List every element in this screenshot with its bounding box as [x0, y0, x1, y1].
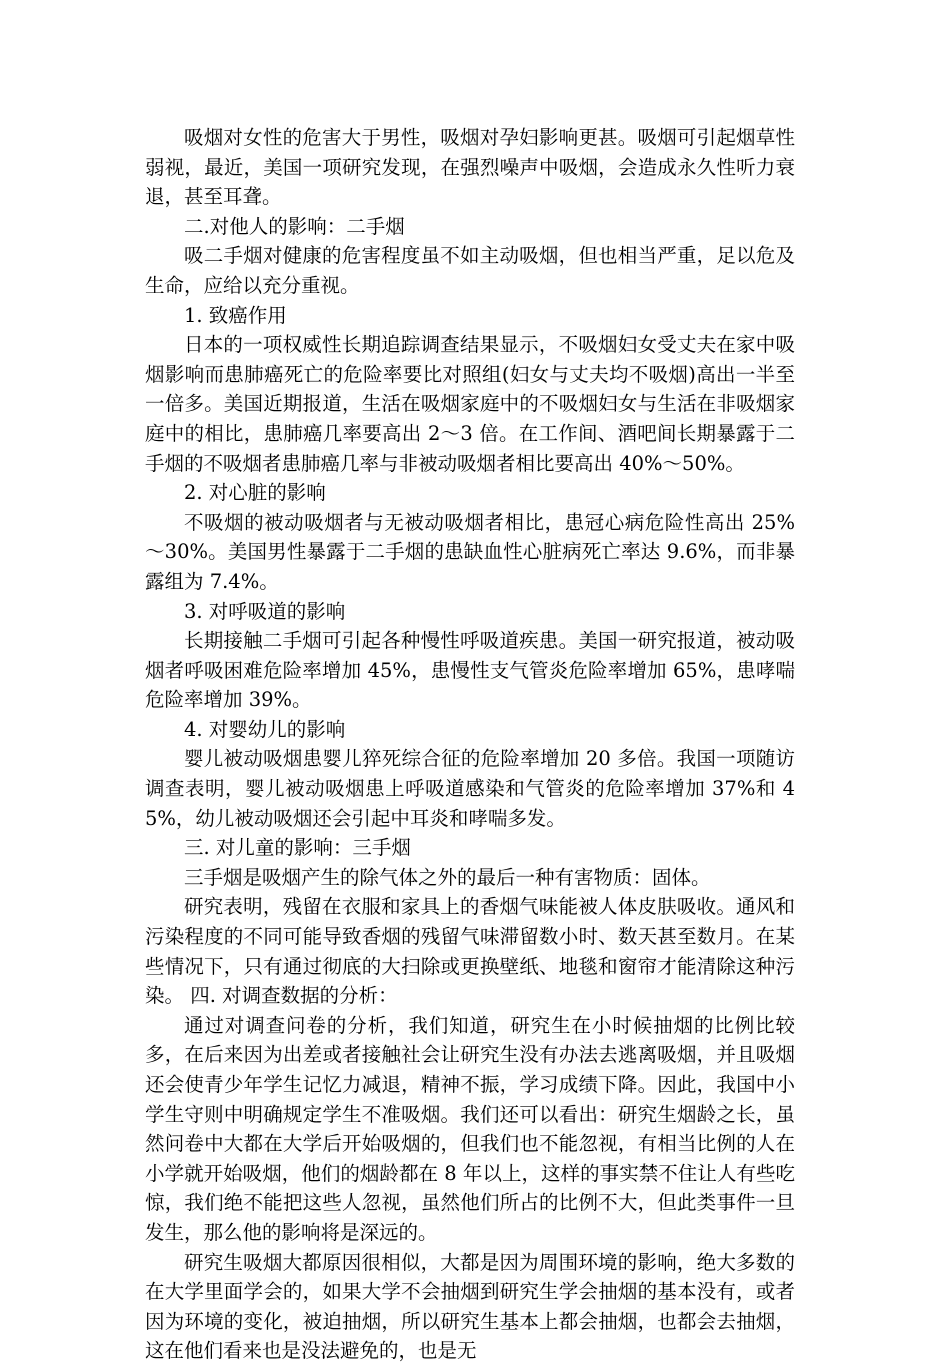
section-heading-third-hand-smoke: 三. 对儿童的影响：三手烟	[184, 836, 411, 860]
document-body	[145, 123, 795, 1366]
paragraph-heart: 不吸烟的被动吸烟者与无被动吸烟者相比，患冠心病危险性高出 25%～30%。美国男性暴露于二手烟的患缺血性心脏病死亡率达 9.6%，而非暴露组为 7.4%。	[145, 510, 795, 593]
section-heading-second-hand-smoke: 二.对他人的影响：二手烟	[184, 214, 405, 238]
subheading-heart: 2. 对心脏的影响	[184, 481, 326, 505]
paragraph-respiratory: 长期接触二手烟可引起各种慢性呼吸道疾患。美国一研究报道，被动吸烟者呼吸困难危险率增加 45%，患慢性支气管炎危险率增加 65%，患哮喘危险率增加 39%。	[145, 629, 795, 712]
paragraph-infants: 婴儿被动吸烟患婴儿猝死综合征的危险率增加 20 多倍。我国一项随访调查表明，婴儿被动吸烟患上呼吸道感染和气管炎的危险率增加 37%和 45%，幼儿被动吸烟还会引起中耳炎和哮喘多发。	[145, 747, 795, 830]
paragraph-survey-analysis: 通过对调查问卷的分析，我们知道，研究生在小时候抽烟的比例比较多，在后来因为出差或者接触社会让研究生没有办法去逃离吸烟，并且吸烟还会使青少年学生记忆力减退，精神不振，学习成绩下降。因此，我国中小学生守则中明确规定学生不准吸烟。我们还可以看出：研究生烟龄之长，虽然问卷中大都在大学后开始吸烟的，但我们也不能忽视，有相当比例的人在小学就开始吸烟，他们的烟龄都在 8 年以上，这样的事实禁不住让人有些吃惊，我们绝不能把这些人忽视，虽然他们所占的比例不大，但此类事件一旦发生，那么他的影响将是深远的。	[145, 1013, 795, 1244]
paragraph-third-hand-research: 研究表明，残留在衣服和家具上的香烟气味能被人体皮肤吸收。通风和污染程度的不同可能导致香烟的残留气味滞留数小时、数天甚至数月。在某些情况下，只有通过彻底的大扫除或更换壁纸、地毯和窗帘才能清除这种污染。 四. 对调查数据的分析：	[145, 895, 795, 1008]
paragraph-second-hand-intro: 吸二手烟对健康的危害程度虽不如主动吸烟，但也相当严重，足以危及生命，应给以充分重视。	[145, 244, 795, 297]
paragraph-carcinogenic: 日本的一项权威性长期追踪调查结果显示，不吸烟妇女受丈夫在家中吸烟影响而患肺癌死亡的危险率要比对照组(妇女与丈夫均不吸烟)高出一半至一倍多。美国近期报道，生活在吸烟家庭中的不吸烟妇女与生活在非吸烟家庭中的相比，患肺癌几率要高出 2～3 倍。在工作间、酒吧间长期暴露于二手烟的不吸烟者患肺癌几率与非被动吸烟者相比要高出 40%～50%。	[145, 333, 795, 475]
paragraph-graduate-reasons: 研究生吸烟大都原因很相似，大都是因为周围环境的影响，绝大多数的在大学里面学会的，如果大学不会抽烟到研究生学会抽烟的基本没有，或者因为环境的变化，被迫抽烟，所以研究生基本上都会抽烟，也都会去抽烟，这在他们看来也是没法避免的，也是无	[145, 1250, 795, 1363]
subheading-respiratory: 3. 对呼吸道的影响	[184, 599, 346, 623]
paragraph-third-hand-definition: 三手烟是吸烟产生的除气体之外的最后一种有害物质：固体。	[184, 865, 711, 889]
subheading-carcinogenic: 1. 致癌作用	[184, 303, 287, 327]
paragraph-female-harm: 吸烟对女性的危害大于男性，吸烟对孕妇影响更甚。吸烟可引起烟草性弱视，最近，美国一项研究发现，在强烈噪声中吸烟，会造成永久性听力衰退，甚至耳聋。	[145, 126, 795, 209]
subheading-infants: 4. 对婴幼儿的影响	[184, 717, 346, 741]
